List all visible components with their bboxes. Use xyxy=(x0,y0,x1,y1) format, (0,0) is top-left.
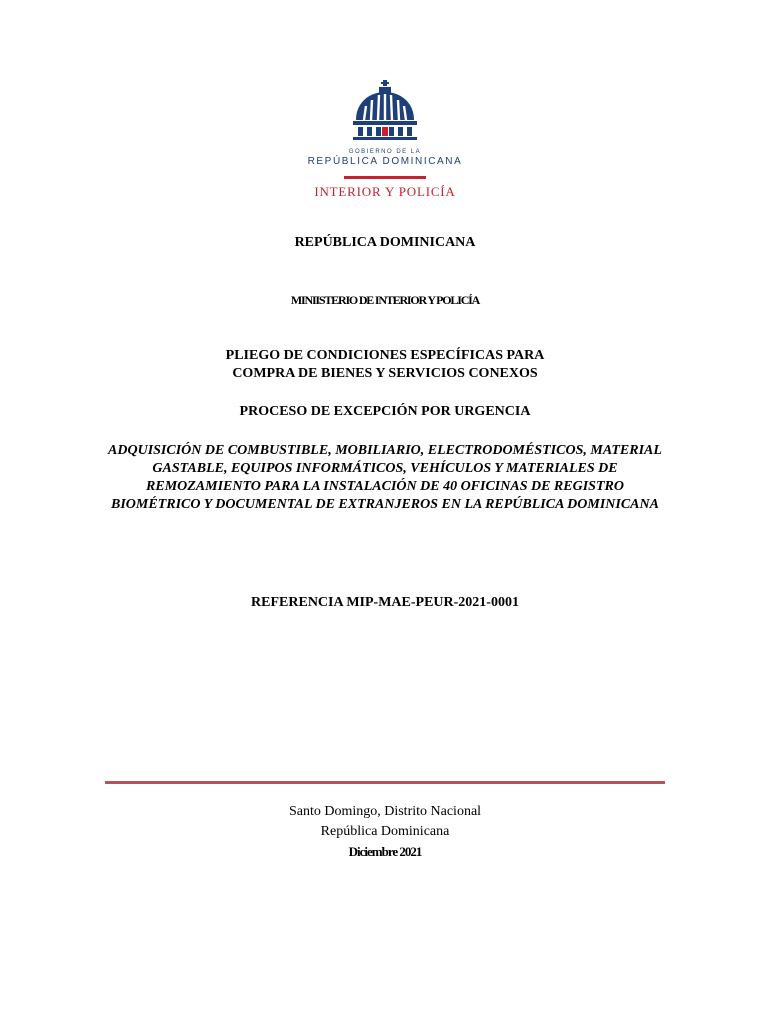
country-heading: REPÚBLICA DOMINICANA xyxy=(294,235,476,250)
dome-emblem-icon xyxy=(350,78,420,142)
footer-date: Diciembre 2021 xyxy=(348,844,422,859)
document-title-line-2: COMPRA DE BIENES Y SERVICIOS CONEXOS xyxy=(232,366,538,381)
reference-number: REFERENCIA MIP-MAE-PEUR-2021-0001 xyxy=(251,595,519,610)
logo-red-rule xyxy=(344,176,426,179)
institution-logo xyxy=(0,78,770,199)
document-title xyxy=(0,347,770,383)
logo-republic-line: REPÚBLICA DOMINICANA xyxy=(307,156,463,167)
footer-country: República Dominicana xyxy=(320,824,450,839)
document-title-line-1: PLIEGO DE CONDICIONES ESPECÍFICAS PARA xyxy=(225,348,545,363)
ministry-heading: MINIISTERIO DE INTERIOR Y POLICÍA xyxy=(290,293,480,307)
footer-city: Santo Domingo, Distrito Nacional xyxy=(288,804,482,819)
logo-unit-line: INTERIOR Y POLICÍA xyxy=(314,184,456,199)
procurement-object: ADQUISICIÓN DE COMBUSTIBLE, MOBILIARIO, ELECTRODOMÉSTICOS, MATERIAL GASTABLE, EQUIPOS INFORMÁTICOS, VEHÍCULOS Y MATERIALES DE REMOZAMIENTO PARA LA INSTALACIÓN DE 40 OFICINAS DE REGISTRO BIOMÉTRICO Y DOCUMENTAL DE EXTRANJEROS EN LA REPÚBLICA DOMINICANA xyxy=(108,443,662,512)
section-divider xyxy=(105,781,665,784)
process-type: PROCESO DE EXCEPCIÓN POR URGENCIA xyxy=(239,404,531,419)
logo-government-line: GOBIERNO DE LA xyxy=(348,149,422,155)
